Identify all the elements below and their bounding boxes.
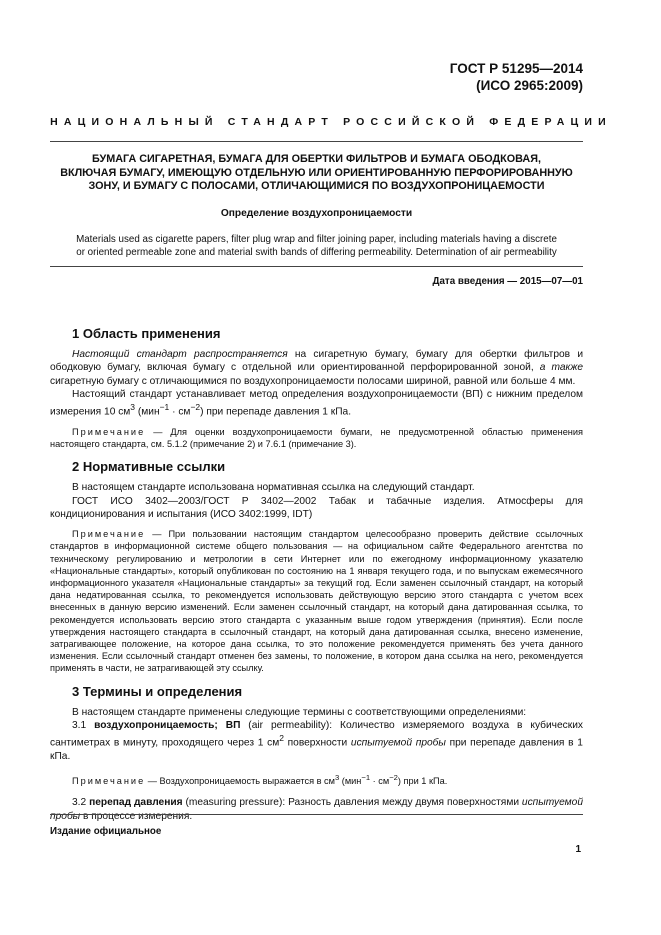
divider [50, 266, 583, 267]
note-label: Примечание [72, 529, 146, 540]
paragraph: В настоящем стандарте применены следующие термины с соответствующими определениями: [72, 706, 527, 718]
section-heading: 2 Нормативные ссылки [72, 459, 226, 475]
note: Примечание — Воздухопроницаемость выражается в $см^3$ $(мин^{-1} \cdot см^{-2})$ при 1 кПа. [72, 773, 448, 787]
title-line: ВКЛЮЧАЯ БУМАГУ, ИМЕЮЩУЮ ОТДЕЛЬНУЮ ИЛИ ОРИЕНТИРОВАННУЮ ПЕРФОРИРОВАННУЮ [60, 166, 573, 179]
note-label: Примечание [72, 426, 146, 437]
introduction-date: Дата введения — 2015—07—01 [432, 276, 583, 287]
term-definition: 3.2 перепад давления (measuring pressure): Разность давления между двумя поверхностями испытуемой пробы в процессе измерения. [50, 797, 583, 822]
term: перепад давления [89, 797, 183, 809]
national-standard-heading: НАЦИОНАЛЬНЫЙ СТАНДАРТ РОССИЙСКОЙ ФЕДЕРАЦИИ [50, 116, 612, 128]
paragraph: ГОСТ ИСО 3402—2003/ГОСТ Р 3402—2002 Табак и табачные изделия. Атмосферы для кондиционирования и испытания (ИСО 3402:1999, IDT) [50, 495, 583, 520]
term: воздухопроницаемость; ВП [94, 719, 241, 731]
title-line: ЗОНУ, И БУМАГУ С ПОЛОСАМИ, ОТЛИЧАЮЩИМИСЯ ПО ВОЗДУХОПРОНИЦАЕМОСТИ [88, 180, 545, 193]
document-title [50, 153, 583, 194]
title-line: БУМАГА СИГАРЕТНАЯ, БУМАГА ДЛЯ ОБЕРТКИ ФИЛЬТРОВ И БУМАГА ОБОДКОВАЯ, [92, 153, 541, 165]
iso-code: (ИСО 2965:2009) [476, 78, 583, 93]
paragraph: Настоящий стандарт распространяется на сигаретную бумагу, бумагу для обертки фильтров и ободковую бумагу, включая бумагу с отдельной или ориентированной перфорированной зоной, а также сигаретную бумагу с отличающимися по воздухопроницаемости полосами шириной, равной или больше 4 мм. [50, 349, 584, 387]
emphasis: испытуемой пробы [350, 737, 446, 749]
divider [50, 814, 583, 815]
emphasis: Настоящий стандарт распространяется [72, 349, 288, 360]
term-definition: 3.1 воздухопроницаемость; ВП (air permeability): Количество измеряемого воздуха в кубических сантиметрах в минуту, проходящего через 1 $см^2$ поверхности испытуемой пробы при перепаде давления в 1 кПа. [50, 719, 583, 762]
note-label: Примечание [72, 776, 146, 787]
standard-code [450, 60, 583, 94]
section-heading: 3 Термины и определения [72, 683, 243, 699]
gost-code: ГОСТ Р 51295—2014 [449, 61, 583, 76]
official-edition-label: Издание официальное [50, 826, 162, 837]
document-body [50, 325, 583, 823]
note: Примечание — При пользовании настоящим стандартом целесообразно проверить действие ссылочных стандартов в информационной системе общего пользования — на официальном сайте Федерального агентства по техническому регулированию и метрологии в сети Интернет или по ежегодному информационному указателю «Национальные стандарты», который опубликован по состоянию на 1 января текущего года, и по выпускам ежемесячного информационного указателя «Национальные стандарты» за текущий год. Если заменен ссылочный стандарт, на который дана недатированная ссылка, то рекомендуется использовать действующую версию этого стандарта с учетом всех внесенных в данную версию изменений. Если заменен ссылочный стандарт, на который дана датированная ссылка, то рекомендуется использовать версию этого стандарта с указанным выше годом утверждения (принятия). Если после утверждения настоящего стандарта в ссылочный стандарт, на который дана датированная ссылка, внесено изменение, затрагивающее положение, на которое дана ссылка, то это положение рекомендуется применять без учета данного изменения. Если ссылочный стандарт отменен без замены, то положение, в котором дана ссылка на него, рекомендуется применять в части, не затрагивающей эту ссылку. [50, 529, 583, 674]
english-title-line: Materials used as cigarette papers, filter plug wrap and filter joining paper, including materials having a discrete [76, 234, 557, 245]
emphasis: испытуемой пробы [50, 797, 583, 822]
section-heading: 1 Область применения [72, 326, 221, 341]
english-title [50, 233, 583, 259]
english-title-line: or oriented permeable zone and material swith bands of differing permeability. Determination of air permeability [76, 247, 557, 258]
note: Примечание — Для оценки воздухопроницаемости бумаги, не предусмотренной областью применения настоящего стандарта, см. 5.1.2 (примечание 2) и 7.6.1 (примечание 3). [50, 426, 583, 450]
emphasis: а также [539, 362, 584, 374]
section-normative-references [50, 458, 583, 674]
page-number: 1 [575, 844, 581, 855]
paragraph: В настоящем стандарте использована нормативная ссылка на следующий стандарт. [72, 482, 475, 494]
section-scope [50, 325, 583, 450]
section-terms [50, 683, 583, 823]
paragraph: Настоящий стандарт устанавливает метод определения воздухопроницаемости (ВП) с нижним пределом измерения 10 $см^3$ $(мин^{-1} \cdot см^{-2})$ при перепаде давления 1 кПа. [50, 388, 583, 418]
divider [50, 141, 583, 142]
document-subtitle: Определение воздухопроницаемости [220, 208, 413, 219]
